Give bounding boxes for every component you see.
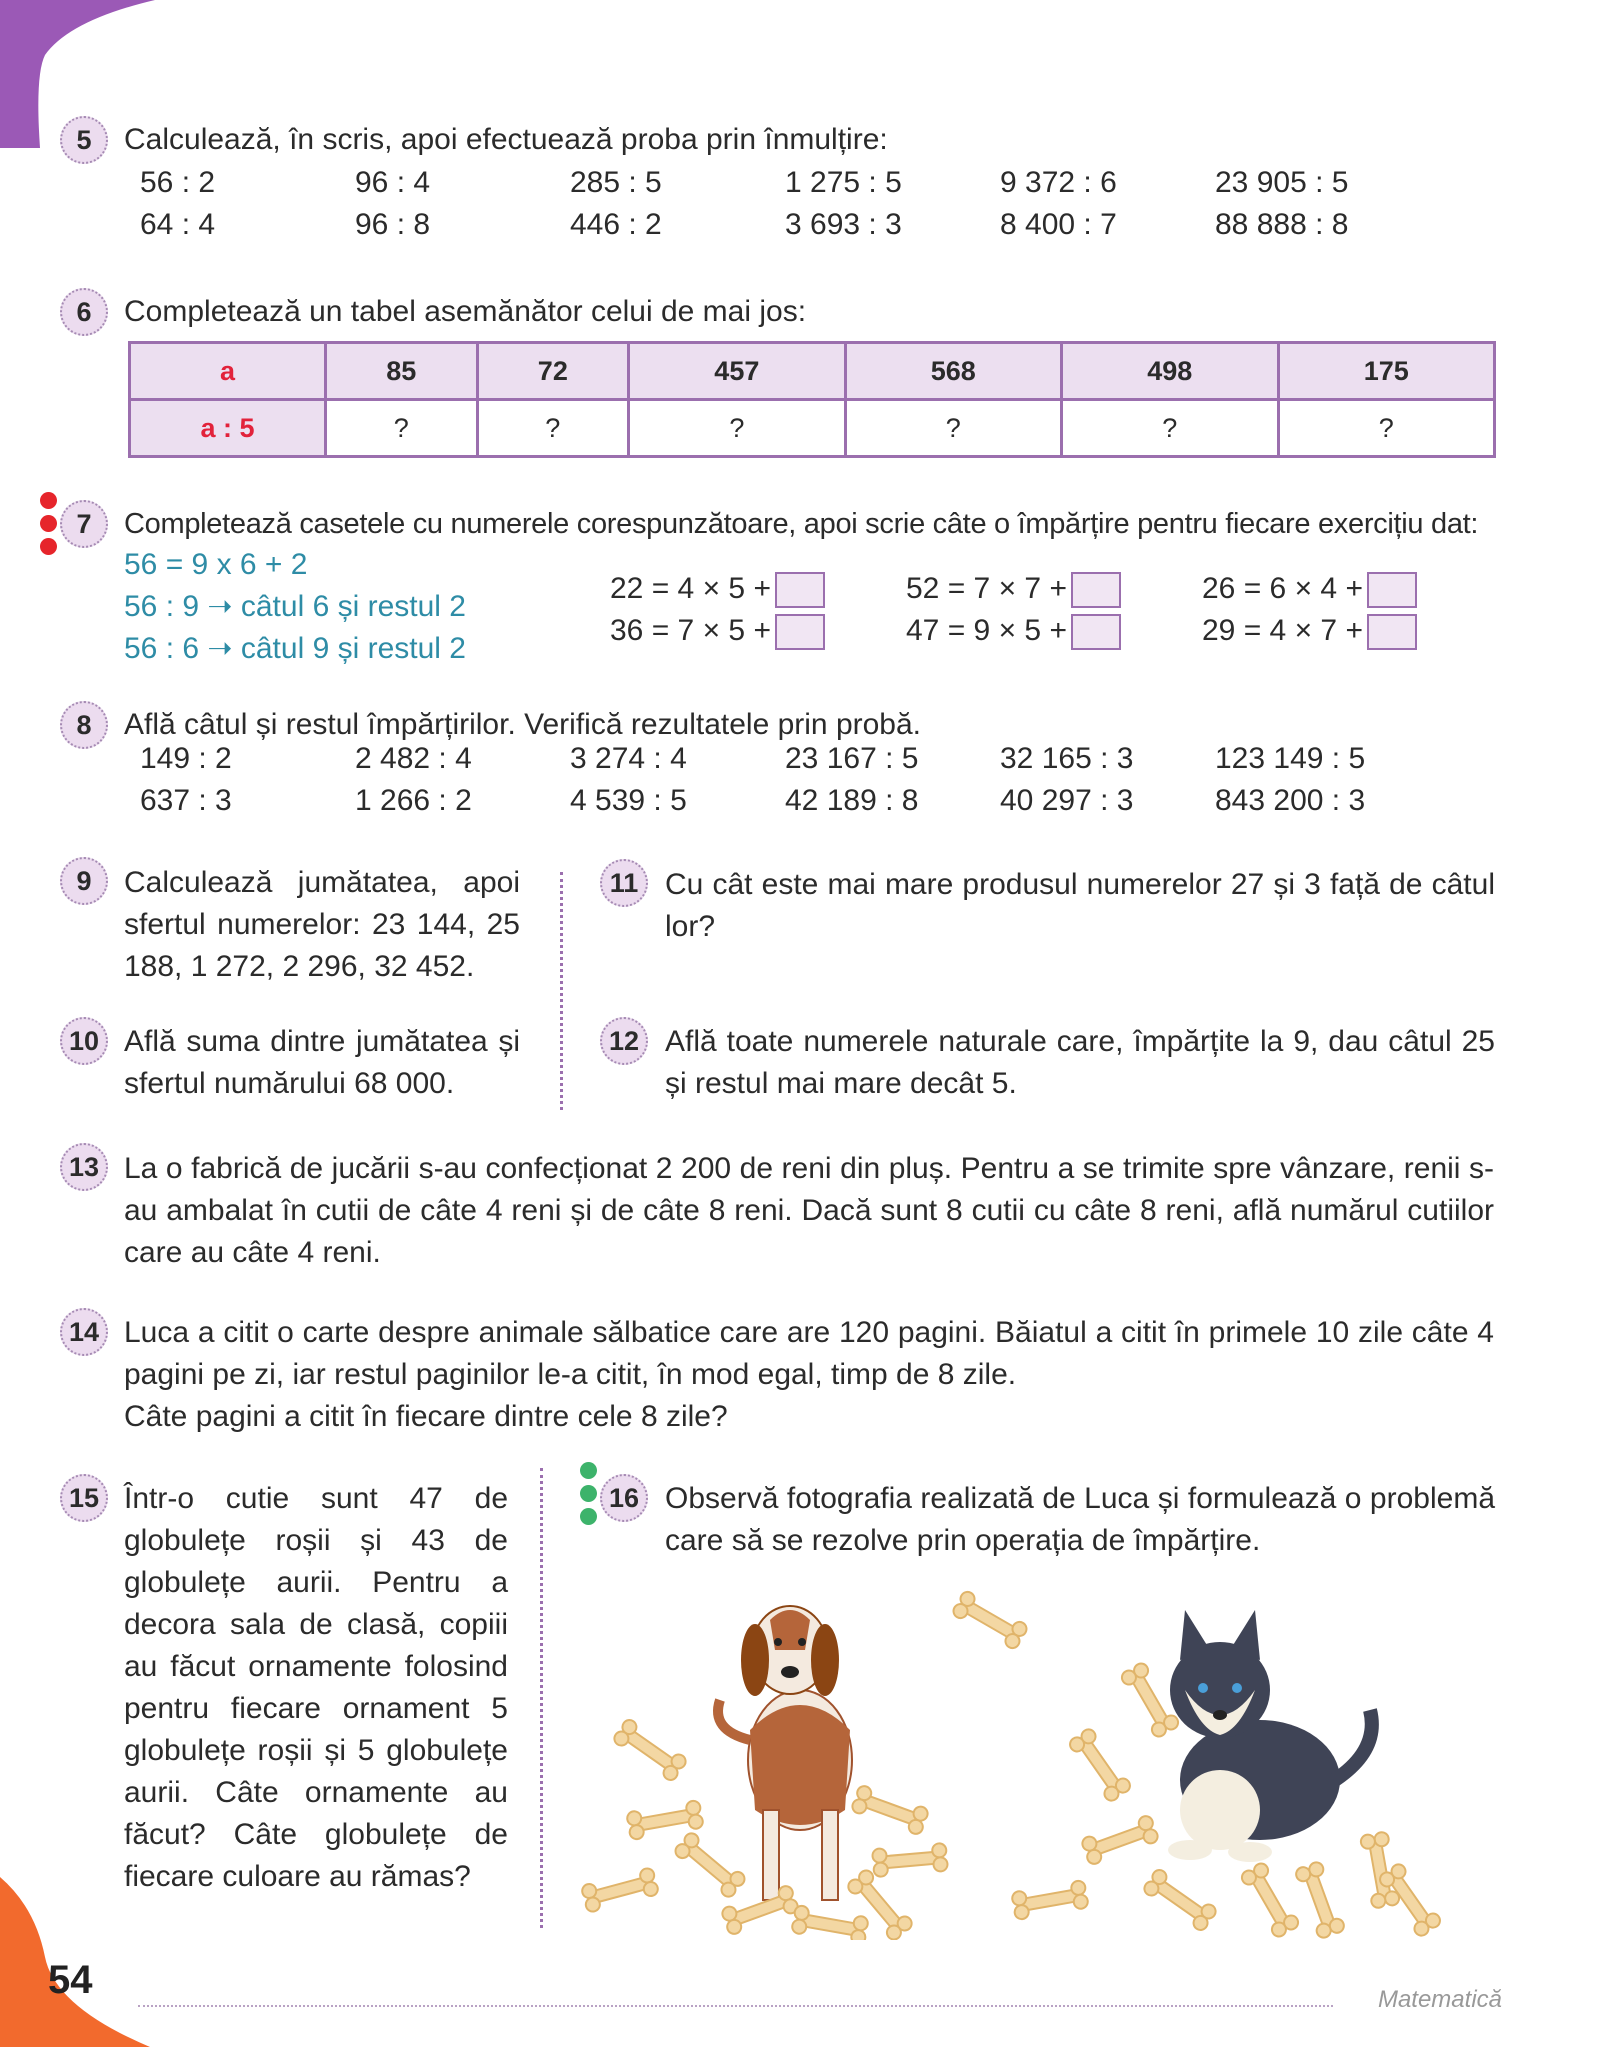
beagle-dog-icon: [718, 1606, 852, 1900]
difficulty-dot-icon: [40, 515, 57, 532]
answer-box[interactable]: [1071, 572, 1121, 608]
division-item: 9 372 : 6: [1000, 166, 1117, 199]
exercise-6-statement: Completează un tabel asemănător celui de mai jos:: [124, 295, 807, 328]
table-unknown: ?: [477, 400, 629, 457]
equation-text: 22 = 4 × 5 +: [610, 572, 771, 605]
division-item: 285 : 5: [570, 166, 662, 199]
exercise-8-statement: Află câtul și restul împărțirilor. Verifică rezultatele prin probă.: [124, 708, 922, 741]
table-value: 175: [1278, 343, 1495, 400]
column-divider: [540, 1468, 543, 1928]
difficulty-dot-icon: [40, 538, 57, 555]
division-item: 2 482 : 4: [355, 742, 472, 775]
exercise-7-item: [610, 568, 825, 610]
exercise-14-statement: Luca a citit o carte despre animale sălbatice care are 120 pagini. Băiatul a citit în primele 10 zile câte 4 pagini pe zi, iar restul paginilor le-a citit, în mod egal, timp de 8 zile.: [124, 1316, 1494, 1391]
column-divider: [560, 872, 563, 1110]
exercise-number-12: 12: [600, 1017, 648, 1065]
exercise-7-example-1: 56 = 9 x 6 + 2: [124, 548, 308, 581]
division-item: 123 149 : 5: [1215, 742, 1366, 775]
difficulty-dot-icon: [580, 1485, 597, 1502]
division-item: 42 189 : 8: [785, 784, 919, 817]
division-item: 23 167 : 5: [785, 742, 919, 775]
answer-box[interactable]: [1367, 614, 1417, 650]
division-item: 96 : 8: [355, 208, 431, 241]
exercise-14-question: Câte pagini a citit în fiecare dintre cele 8 zile?: [124, 1400, 728, 1433]
exercise-16-statement: Observă fotografia realizată de Luca și formulează o problemă care să se rezolve prin operația de împărțire.: [665, 1482, 1495, 1557]
exercise-7-item: [1202, 610, 1417, 652]
division-item: 1 266 : 2: [355, 784, 472, 817]
division-item: 446 : 2: [570, 208, 662, 241]
exercise-number-13: 13: [60, 1143, 108, 1191]
answer-box[interactable]: [1367, 572, 1417, 608]
husky-puppy-icon: [1168, 1610, 1372, 1862]
exercise-number-7: 7: [60, 500, 108, 548]
equation-text: 29 = 4 × 7 +: [1202, 614, 1363, 647]
table-unknown: ?: [629, 400, 845, 457]
exercise-number-14: 14: [60, 1308, 108, 1356]
table-value: 85: [326, 343, 478, 400]
exercise-7-statement: Completează casetele cu numerele corespunzătoare, apoi scrie câte o împărțire pentru fiecare exercițiu dat:: [124, 508, 1479, 540]
exercise-number-5: 5: [60, 116, 108, 164]
exercise-10-statement: Află suma dintre jumătatea și sfertul numărului 68 000.: [124, 1025, 520, 1100]
exercise-number-15: 15: [60, 1474, 108, 1522]
exercise-7-example-3: 56 : 6 ➝ câtul 9 și restul 2: [124, 632, 466, 665]
division-item: 843 200 : 3: [1215, 784, 1366, 817]
table-unknown: ?: [1062, 400, 1278, 457]
division-item: 3 274 : 4: [570, 742, 687, 775]
table-value: 568: [845, 343, 1061, 400]
exercise-15-statement: Într-o cutie sunt 47 de globulețe roșii și 43 de globulețe aurii. Pentru a decora sala de clasă, copiii au făcut ornamente folosind pentru fiecare ornament 5 globulețe roșii și 5 globulețe aurii. Câte ornamente au făcut? Câte globulețe de fiecare culoare au rămas?: [124, 1482, 508, 1893]
table-header-a-div-5: a : 5: [130, 400, 326, 457]
difficulty-dot-icon: [580, 1462, 597, 1479]
division-item: 4 539 : 5: [570, 784, 687, 817]
difficulty-dot-icon: [580, 1508, 597, 1525]
division-item: 96 : 4: [355, 166, 431, 199]
exercise-7-item: [1202, 568, 1417, 610]
exercise-5-statement: Calculează, în scris, apoi efectuează proba prin înmulțire:: [124, 123, 888, 156]
division-item: 32 165 : 3: [1000, 742, 1134, 775]
table-header-a: a: [130, 343, 326, 400]
exercise-7-item: [610, 610, 825, 652]
difficulty-dot-icon: [40, 492, 57, 509]
division-item: 3 693 : 3: [785, 208, 902, 241]
answer-box[interactable]: [775, 572, 825, 608]
division-item: 40 297 : 3: [1000, 784, 1134, 817]
table-unknown: ?: [845, 400, 1061, 457]
table-value: 457: [629, 343, 845, 400]
equation-text: 52 = 7 × 7 +: [906, 572, 1067, 605]
exercise-11-statement: Cu cât este mai mare produsul numerelor 27 și 3 față de câtul lor?: [665, 868, 1495, 943]
exercise-number-16: 16: [600, 1474, 648, 1522]
exercise-5-row-1: [140, 166, 1430, 200]
exercise-6-table: [128, 341, 1496, 458]
division-item: 64 : 4: [140, 208, 216, 241]
division-item: 56 : 2: [140, 166, 216, 199]
table-unknown: ?: [1278, 400, 1495, 457]
division-item: 149 : 2: [140, 742, 232, 775]
exercise-8-row-1: [140, 742, 1430, 776]
division-item: 637 : 3: [140, 784, 232, 817]
division-item: 23 905 : 5: [1215, 166, 1349, 199]
exercise-number-6: 6: [60, 288, 108, 336]
equation-text: 36 = 7 × 5 +: [610, 614, 771, 647]
exercise-number-10: 10: [60, 1017, 108, 1065]
equation-text: 47 = 9 × 5 +: [906, 614, 1067, 647]
footer-book-title: Matematică: [1377, 1986, 1502, 2013]
exercise-7-item: [906, 568, 1121, 610]
table-value: 72: [477, 343, 629, 400]
answer-box[interactable]: [775, 614, 825, 650]
exercise-number-9: 9: [60, 857, 108, 905]
table-value: 498: [1062, 343, 1278, 400]
exercise-12-statement: Află toate numerele naturale care, împărțite la 9, dau câtul 25 și restul mai mare decât 5.: [665, 1025, 1495, 1100]
exercise-9-statement: Calculează jumătatea, apoi sfertul numerelor: 23 144, 25 188, 1 272, 2 296, 32 452.: [124, 866, 520, 983]
footer-divider: [138, 2005, 1333, 2007]
division-item: 88 888 : 8: [1215, 208, 1349, 241]
exercise-number-8: 8: [60, 701, 108, 749]
table-unknown: ?: [326, 400, 478, 457]
division-item: 8 400 : 7: [1000, 208, 1117, 241]
dogs-with-bones-illustration: [580, 1580, 1500, 1940]
division-item: 1 275 : 5: [785, 166, 902, 199]
exercise-number-11: 11: [600, 859, 648, 907]
exercise-5-row-2: [140, 208, 1430, 242]
answer-box[interactable]: [1071, 614, 1121, 650]
equation-text: 26 = 6 × 4 +: [1202, 572, 1363, 605]
exercise-13-statement: La o fabrică de jucării s-au confecționat 2 200 de reni din pluș. Pentru a se trimite spre vânzare, renii s-au ambalat în cutii de câte 4 reni și de câte 8 reni. Dacă sunt 8 cutii cu câte 8 reni, află numărul cutiilor care au câte 4 reni.: [124, 1152, 1494, 1269]
exercise-8-row-2: [140, 784, 1430, 818]
exercise-7-example-2: 56 : 9 ➝ câtul 6 și restul 2: [124, 590, 466, 623]
page-number: 54: [48, 1958, 93, 2002]
exercise-7-item: [906, 610, 1121, 652]
